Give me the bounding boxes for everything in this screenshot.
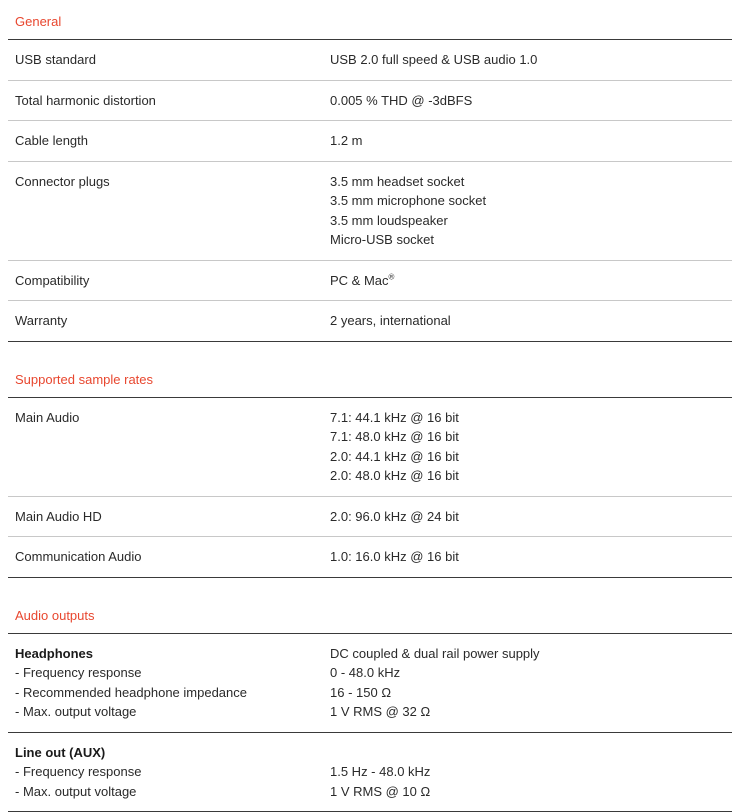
row-label: USB standard [15, 50, 330, 70]
value-line: 1.0: 16.0 kHz @ 16 bit [330, 547, 732, 567]
audio-outputs-table [8, 633, 732, 812]
item-label: - Frequency response [15, 762, 330, 782]
table-row [8, 496, 732, 537]
table-row [8, 260, 732, 301]
row-label: Main Audio HD [15, 507, 330, 527]
table-row [8, 398, 732, 496]
row-label: Warranty [15, 311, 330, 331]
row-value [330, 50, 732, 70]
spec-sheet [8, 0, 732, 812]
row-value [330, 172, 732, 250]
row-value [330, 131, 732, 151]
row-value [330, 271, 732, 291]
table-row [8, 80, 732, 121]
group-heading: Headphones [15, 644, 330, 664]
value-line: 1 V RMS @ 32 Ω [330, 702, 732, 722]
table-row [8, 120, 732, 161]
row-label: Connector plugs [15, 172, 330, 250]
item-label: - Max. output voltage [15, 702, 330, 722]
row-value [330, 547, 732, 567]
table-row-headphones [8, 634, 732, 732]
row-value [330, 91, 732, 111]
value-line: 7.1: 48.0 kHz @ 16 bit [330, 427, 732, 447]
value-line: Micro-USB socket [330, 230, 732, 250]
value-line: 0.005 % THD @ -3dBFS [330, 91, 732, 111]
value-line: 7.1: 44.1 kHz @ 16 bit [330, 408, 732, 428]
value-line: PC & Mac [330, 273, 389, 288]
value-line: 0 - 48.0 kHz [330, 663, 732, 683]
value-line: DC coupled & dual rail power supply [330, 644, 732, 664]
section-title-audio-outputs: Audio outputs [8, 606, 732, 626]
value-line: 2.0: 44.1 kHz @ 16 bit [330, 447, 732, 467]
row-label: Main Audio [15, 408, 330, 486]
value-line: 16 - 150 Ω [330, 683, 732, 703]
value-line: 3.5 mm microphone socket [330, 191, 732, 211]
row-label: Total harmonic distortion [15, 91, 330, 111]
row-label [15, 644, 330, 722]
general-table [8, 39, 732, 342]
row-value [330, 311, 732, 331]
section-title-sample-rates: Supported sample rates [8, 370, 732, 390]
table-row [8, 300, 732, 341]
value-line: 1 V RMS @ 10 Ω [330, 782, 732, 802]
sample-rates-table [8, 397, 732, 578]
row-value [330, 408, 732, 486]
item-label: - Frequency response [15, 663, 330, 683]
section-title-general: General [8, 12, 732, 32]
value-line: 1.2 m [330, 131, 732, 151]
row-label: Compatibility [15, 271, 330, 291]
row-value [330, 743, 732, 802]
value-line: 2.0: 96.0 kHz @ 24 bit [330, 507, 732, 527]
value-line: 2.0: 48.0 kHz @ 16 bit [330, 466, 732, 486]
item-label: - Recommended headphone impedance [15, 683, 330, 703]
value-line: 1.5 Hz - 48.0 kHz [330, 762, 732, 782]
item-label: - Max. output voltage [15, 782, 330, 802]
table-row [8, 161, 732, 260]
row-value [330, 644, 732, 722]
row-value [330, 507, 732, 527]
value-line: USB 2.0 full speed & USB audio 1.0 [330, 50, 732, 70]
row-label: Cable length [15, 131, 330, 151]
value-line: 3.5 mm loudspeaker [330, 211, 732, 231]
table-row [8, 536, 732, 577]
row-label [15, 743, 330, 802]
group-heading: Line out (AUX) [15, 743, 330, 763]
value-line: 2 years, international [330, 311, 732, 331]
table-row [8, 40, 732, 80]
registered-mark: ® [389, 272, 395, 281]
row-label: Communication Audio [15, 547, 330, 567]
table-row-line-out [8, 732, 732, 812]
value-line: 3.5 mm headset socket [330, 172, 732, 192]
